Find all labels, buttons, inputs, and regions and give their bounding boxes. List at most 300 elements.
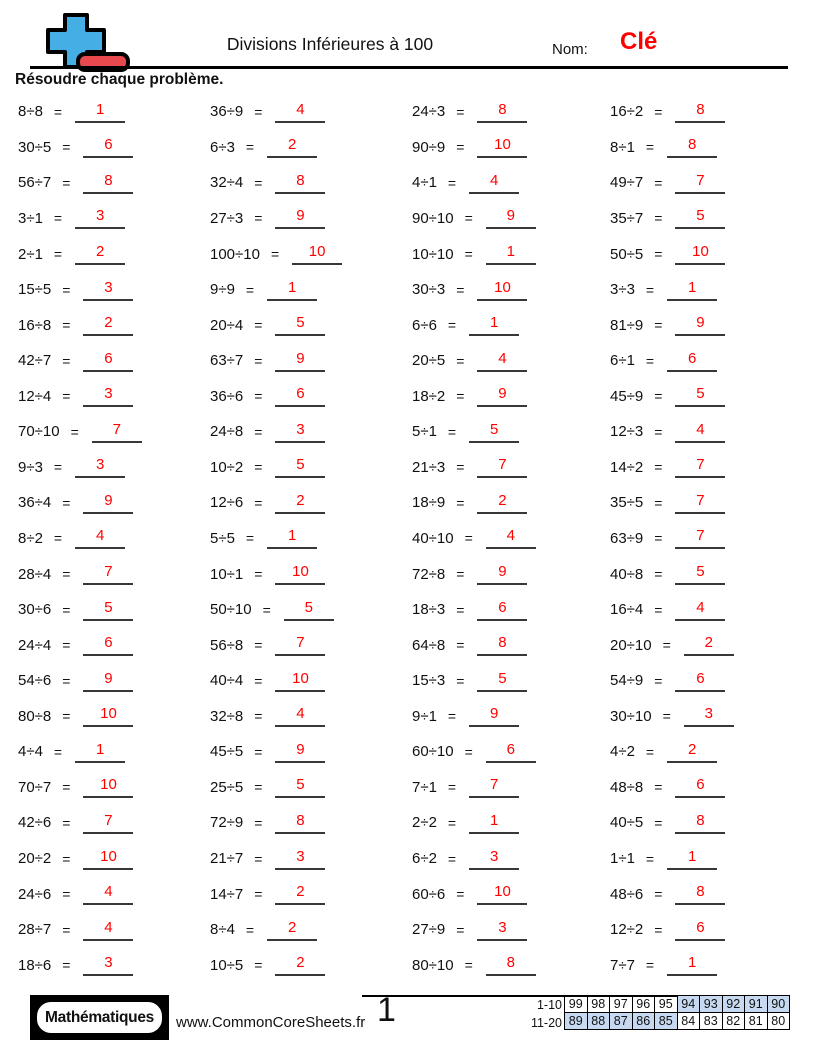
problem-expression: 16÷2 <box>610 103 644 121</box>
problem-expression: 30÷10 <box>610 707 652 725</box>
problem-expression: 7÷1 <box>412 778 437 796</box>
problem-item <box>18 947 208 983</box>
equals-sign: = <box>645 957 655 974</box>
problem-item <box>610 201 800 237</box>
equals-sign: = <box>654 246 663 263</box>
score-cell: 98 <box>587 996 610 1013</box>
problems-grid <box>0 94 816 984</box>
problem-expression: 60÷6 <box>412 885 446 903</box>
problem-item <box>610 912 800 948</box>
answer-blank: 9 <box>486 207 536 229</box>
answer-blank: 8 <box>486 954 536 976</box>
problem-expression: 10÷5 <box>210 956 244 974</box>
equals-sign: = <box>654 779 663 796</box>
problem-column <box>18 94 208 983</box>
answer-blank: 4 <box>75 527 125 549</box>
problem-expression: 90÷9 <box>412 138 446 156</box>
problem-expression: 24÷4 <box>18 636 52 654</box>
problem-item <box>412 307 602 343</box>
equals-sign: = <box>53 246 63 263</box>
answer-blank: 2 <box>667 741 717 763</box>
answer-blank: 8 <box>675 883 725 905</box>
problem-item <box>18 236 208 272</box>
problem-item <box>18 414 208 450</box>
equals-sign: = <box>456 103 465 120</box>
answer-blank: 8 <box>275 812 325 834</box>
problem-item <box>18 912 208 948</box>
answer-blank: 6 <box>83 136 133 158</box>
problem-expression: 3÷1 <box>18 209 43 227</box>
equals-sign: = <box>447 174 457 191</box>
equals-sign: = <box>62 672 71 689</box>
problem-item <box>610 94 800 130</box>
score-cell: 96 <box>632 996 655 1013</box>
name-value: Clé <box>620 28 658 55</box>
problem-expression: 20÷2 <box>18 850 52 868</box>
answer-blank: 6 <box>83 634 133 656</box>
answer-blank: 4 <box>469 172 519 194</box>
score-cell: 93 <box>700 996 723 1013</box>
answer-blank: 7 <box>675 527 725 549</box>
score-cell: 87 <box>610 1013 633 1030</box>
problem-item <box>210 663 400 699</box>
equals-sign: = <box>447 850 457 867</box>
equals-sign: = <box>447 779 457 796</box>
answer-blank: 5 <box>477 670 527 692</box>
problem-expression: 50÷5 <box>610 245 644 263</box>
score-cell: 91 <box>745 996 768 1013</box>
problem-expression: 8÷1 <box>610 138 635 156</box>
equals-sign: = <box>62 779 71 796</box>
answer-blank: 2 <box>275 954 325 976</box>
answer-blank: 5 <box>675 207 725 229</box>
problem-expression: 40÷4 <box>210 672 244 690</box>
equals-sign: = <box>62 957 71 974</box>
problem-item <box>18 343 208 379</box>
equals-sign: = <box>464 530 473 547</box>
problem-expression: 45÷9 <box>610 387 644 405</box>
problem-expression: 40÷10 <box>412 529 454 547</box>
answer-blank: 5 <box>469 421 519 443</box>
problem-expression: 9÷1 <box>412 707 437 725</box>
answer-blank: 3 <box>477 919 527 941</box>
problem-item <box>412 841 602 877</box>
problem-item <box>412 343 602 379</box>
answer-blank: 7 <box>675 492 725 514</box>
problem-expression: 10÷2 <box>210 458 244 476</box>
answer-blank: 2 <box>275 492 325 514</box>
equals-sign: = <box>654 103 663 120</box>
problem-expression: 20÷4 <box>210 316 244 334</box>
problem-expression: 8÷8 <box>18 103 43 121</box>
answer-blank: 2 <box>75 243 125 265</box>
equals-sign: = <box>254 850 263 867</box>
problem-expression: 64÷8 <box>412 636 446 654</box>
answer-blank: 9 <box>675 314 725 336</box>
answer-blank: 9 <box>83 670 133 692</box>
equals-sign: = <box>62 174 71 191</box>
equals-sign: = <box>62 281 71 298</box>
problem-expression: 40÷5 <box>610 814 644 832</box>
answer-blank: 3 <box>83 279 133 301</box>
problem-expression: 63÷9 <box>610 529 644 547</box>
answer-blank: 6 <box>675 919 725 941</box>
plus-minus-icon <box>38 12 134 74</box>
equals-sign: = <box>254 672 263 689</box>
answer-blank: 8 <box>667 136 717 158</box>
problem-item <box>18 307 208 343</box>
answer-blank: 6 <box>486 741 536 763</box>
problem-expression: 36÷9 <box>210 103 244 121</box>
problem-item <box>210 912 400 948</box>
problem-expression: 20÷10 <box>610 636 652 654</box>
problem-item <box>610 307 800 343</box>
problem-item <box>412 627 602 663</box>
problem-expression: 100÷10 <box>210 245 260 263</box>
problem-item <box>610 343 800 379</box>
equals-sign: = <box>464 957 473 974</box>
problem-expression: 70÷7 <box>18 778 52 796</box>
equals-sign: = <box>654 174 663 191</box>
equals-sign: = <box>254 317 263 334</box>
problem-item <box>210 947 400 983</box>
problem-item <box>210 556 400 592</box>
problem-expression: 18÷9 <box>412 494 446 512</box>
equals-sign: = <box>456 459 465 476</box>
problem-expression: 80÷8 <box>18 707 52 725</box>
answer-blank: 10 <box>83 776 133 798</box>
answer-blank: 8 <box>477 101 527 123</box>
problem-item <box>412 201 602 237</box>
problem-item <box>412 556 602 592</box>
problem-item <box>412 485 602 521</box>
equals-sign: = <box>456 921 465 938</box>
problem-item <box>210 699 400 735</box>
answer-blank: 6 <box>675 776 725 798</box>
problem-item <box>610 378 800 414</box>
answer-blank: 8 <box>83 172 133 194</box>
answer-blank: 8 <box>675 812 725 834</box>
problem-expression: 6÷1 <box>610 352 635 370</box>
problem-expression: 10÷10 <box>412 245 454 263</box>
problem-item <box>412 272 602 308</box>
problem-item <box>610 663 800 699</box>
problem-item <box>412 912 602 948</box>
score-table-body <box>565 996 790 1030</box>
answer-blank: 4 <box>675 599 725 621</box>
answer-blank: 2 <box>275 883 325 905</box>
answer-blank: 9 <box>477 563 527 585</box>
equals-sign: = <box>254 103 263 120</box>
answer-blank: 4 <box>83 919 133 941</box>
answer-blank: 3 <box>83 385 133 407</box>
problem-expression: 28÷7 <box>18 921 52 939</box>
problem-item <box>18 485 208 521</box>
answer-blank: 7 <box>477 456 527 478</box>
answer-blank: 7 <box>675 172 725 194</box>
problem-item <box>18 805 208 841</box>
problem-item <box>412 521 602 557</box>
equals-sign: = <box>654 210 663 227</box>
problem-expression: 4÷1 <box>412 174 437 192</box>
answer-blank: 7 <box>469 776 519 798</box>
problem-expression: 24÷3 <box>412 103 446 121</box>
equals-sign: = <box>456 672 465 689</box>
equals-sign: = <box>254 174 263 191</box>
problem-item <box>412 876 602 912</box>
problem-expression: 8÷2 <box>18 529 43 547</box>
equals-sign: = <box>62 494 71 511</box>
problem-item <box>210 165 400 201</box>
equals-sign: = <box>464 743 473 760</box>
answer-blank: 5 <box>675 385 725 407</box>
answer-blank: 2 <box>83 314 133 336</box>
problem-expression: 20÷5 <box>412 352 446 370</box>
equals-sign: = <box>447 317 457 334</box>
equals-sign: = <box>456 352 465 369</box>
equals-sign: = <box>62 388 71 405</box>
answer-blank: 10 <box>275 563 325 585</box>
equals-sign: = <box>254 637 263 654</box>
equals-sign: = <box>53 103 63 120</box>
answer-blank: 3 <box>83 954 133 976</box>
problem-item <box>610 805 800 841</box>
answer-blank: 6 <box>667 350 717 372</box>
problem-item <box>210 272 400 308</box>
brand-badge <box>30 995 169 1040</box>
problem-item <box>210 414 400 450</box>
score-cell: 97 <box>610 996 633 1013</box>
answer-blank: 1 <box>267 527 317 549</box>
problem-item <box>412 699 602 735</box>
problem-item <box>210 521 400 557</box>
problem-expression: 27÷9 <box>412 921 446 939</box>
problem-expression: 35÷5 <box>610 494 644 512</box>
problem-expression: 90÷10 <box>412 209 454 227</box>
problem-item <box>610 236 800 272</box>
problem-expression: 12÷4 <box>18 387 52 405</box>
problem-expression: 48÷6 <box>610 885 644 903</box>
problem-item <box>18 734 208 770</box>
problem-item <box>610 272 800 308</box>
problem-item <box>210 485 400 521</box>
problem-item <box>610 556 800 592</box>
equals-sign: = <box>662 637 671 654</box>
problem-expression: 25÷5 <box>210 778 244 796</box>
answer-blank: 1 <box>75 741 125 763</box>
problem-expression: 48÷8 <box>610 778 644 796</box>
problem-item <box>412 94 602 130</box>
answer-blank: 10 <box>83 705 133 727</box>
problem-item <box>412 663 602 699</box>
problem-column <box>210 94 400 983</box>
problem-item <box>210 450 400 486</box>
answer-blank: 10 <box>477 136 527 158</box>
problem-item <box>610 450 800 486</box>
answer-blank: 4 <box>486 527 536 549</box>
equals-sign: = <box>654 423 663 440</box>
page-number: 1 <box>377 991 396 1029</box>
score-cell: 86 <box>632 1013 655 1030</box>
problem-item <box>210 307 400 343</box>
problem-item <box>18 556 208 592</box>
answer-blank: 5 <box>83 599 133 621</box>
problem-expression: 6÷6 <box>412 316 437 334</box>
equals-sign: = <box>254 566 263 583</box>
answer-blank: 4 <box>275 705 325 727</box>
equals-sign: = <box>456 494 465 511</box>
score-cell: 81 <box>745 1013 768 1030</box>
equals-sign: = <box>262 601 271 618</box>
score-cell: 83 <box>700 1013 723 1030</box>
problem-item <box>18 592 208 628</box>
problem-expression: 40÷8 <box>610 565 644 583</box>
problem-item <box>412 378 602 414</box>
problem-item <box>18 627 208 663</box>
problem-expression: 18÷2 <box>412 387 446 405</box>
score-cell: 99 <box>565 996 588 1013</box>
brand-label: Mathématiques <box>34 999 165 1036</box>
problem-item <box>412 450 602 486</box>
problem-item <box>210 627 400 663</box>
equals-sign: = <box>456 139 465 156</box>
problem-expression: 28÷4 <box>18 565 52 583</box>
problem-item <box>412 592 602 628</box>
equals-sign: = <box>447 814 457 831</box>
problem-expression: 12÷2 <box>610 921 644 939</box>
answer-blank: 5 <box>675 563 725 585</box>
problem-item <box>210 94 400 130</box>
problem-item <box>210 201 400 237</box>
answer-blank: 7 <box>675 456 725 478</box>
problem-item <box>412 805 602 841</box>
problem-item <box>18 201 208 237</box>
answer-blank: 6 <box>83 350 133 372</box>
problem-expression: 8÷4 <box>210 921 235 939</box>
answer-blank: 9 <box>83 492 133 514</box>
answer-blank: 1 <box>667 954 717 976</box>
answer-blank: 4 <box>83 883 133 905</box>
problem-item <box>18 165 208 201</box>
problem-expression: 42÷6 <box>18 814 52 832</box>
worksheet-title: Divisions Inférieures à 100 <box>226 34 434 54</box>
equals-sign: = <box>270 246 280 263</box>
equals-sign: = <box>254 743 263 760</box>
problem-expression: 72÷9 <box>210 814 244 832</box>
equals-sign: = <box>53 210 63 227</box>
problem-expression: 30÷5 <box>18 138 52 156</box>
header-rule <box>30 66 788 69</box>
problem-expression: 15÷3 <box>412 672 446 690</box>
equals-sign: = <box>62 566 71 583</box>
answer-blank: 4 <box>275 101 325 123</box>
problem-expression: 12÷6 <box>210 494 244 512</box>
equals-sign: = <box>654 388 663 405</box>
answer-blank: 7 <box>83 563 133 585</box>
answer-blank: 1 <box>267 279 317 301</box>
score-cell: 88 <box>587 1013 610 1030</box>
score-cell: 85 <box>655 1013 678 1030</box>
problem-expression: 4÷2 <box>610 743 635 761</box>
problem-item <box>610 165 800 201</box>
equals-sign: = <box>254 708 263 725</box>
problem-expression: 4÷4 <box>18 743 43 761</box>
answer-blank: 6 <box>275 385 325 407</box>
instruction-text: Résoudre chaque problème. <box>15 71 224 88</box>
problem-item <box>210 770 400 806</box>
answer-blank: 10 <box>477 883 527 905</box>
equals-sign: = <box>245 921 255 938</box>
problem-expression: 6÷3 <box>210 138 235 156</box>
equals-sign: = <box>654 672 663 689</box>
answer-blank: 1 <box>486 243 536 265</box>
answer-blank: 10 <box>275 670 325 692</box>
problem-item <box>412 165 602 201</box>
problem-expression: 6÷2 <box>412 850 437 868</box>
problem-expression: 3÷3 <box>610 281 635 299</box>
answer-blank: 10 <box>83 848 133 870</box>
answer-blank: 1 <box>667 279 717 301</box>
problem-expression: 24÷6 <box>18 885 52 903</box>
equals-sign: = <box>62 850 71 867</box>
problem-item <box>18 450 208 486</box>
equals-sign: = <box>254 886 263 903</box>
answer-blank: 10 <box>675 243 725 265</box>
equals-sign: = <box>456 601 465 618</box>
answer-blank: 2 <box>267 919 317 941</box>
score-row-label: 1-10 <box>536 998 562 1012</box>
equals-sign: = <box>62 352 71 369</box>
answer-blank: 1 <box>75 101 125 123</box>
equals-sign: = <box>254 779 263 796</box>
equals-sign: = <box>645 743 655 760</box>
problem-item <box>412 236 602 272</box>
problem-item <box>610 876 800 912</box>
problem-expression: 36÷6 <box>210 387 244 405</box>
problem-expression: 56÷7 <box>18 174 52 192</box>
problem-item <box>412 734 602 770</box>
problem-item <box>210 378 400 414</box>
problem-item <box>18 272 208 308</box>
problem-item <box>610 770 800 806</box>
answer-blank: 7 <box>83 812 133 834</box>
problem-expression: 80÷10 <box>412 956 454 974</box>
equals-sign: = <box>53 530 63 547</box>
problem-expression: 9÷9 <box>210 281 235 299</box>
answer-blank: 5 <box>275 456 325 478</box>
answer-blank: 8 <box>675 101 725 123</box>
website-link: www.CommonCoreSheets.fr <box>176 1014 366 1031</box>
score-cell: 82 <box>722 1013 745 1030</box>
problem-expression: 70÷10 <box>18 423 60 441</box>
answer-blank: 2 <box>477 492 527 514</box>
name-label: Nom: <box>552 41 588 58</box>
problem-expression: 16÷8 <box>18 316 52 334</box>
answer-blank: 1 <box>469 812 519 834</box>
problem-item <box>18 130 208 166</box>
problem-expression: 2÷2 <box>412 814 437 832</box>
problem-expression: 54÷9 <box>610 672 644 690</box>
problem-expression: 10÷1 <box>210 565 244 583</box>
score-cell: 84 <box>677 1013 700 1030</box>
score-cell: 95 <box>655 996 678 1013</box>
answer-blank: 3 <box>275 421 325 443</box>
answer-blank: 8 <box>275 172 325 194</box>
problem-expression: 56÷8 <box>210 636 244 654</box>
answer-blank: 7 <box>92 421 142 443</box>
problem-item <box>610 947 800 983</box>
problem-expression: 27÷3 <box>210 209 244 227</box>
